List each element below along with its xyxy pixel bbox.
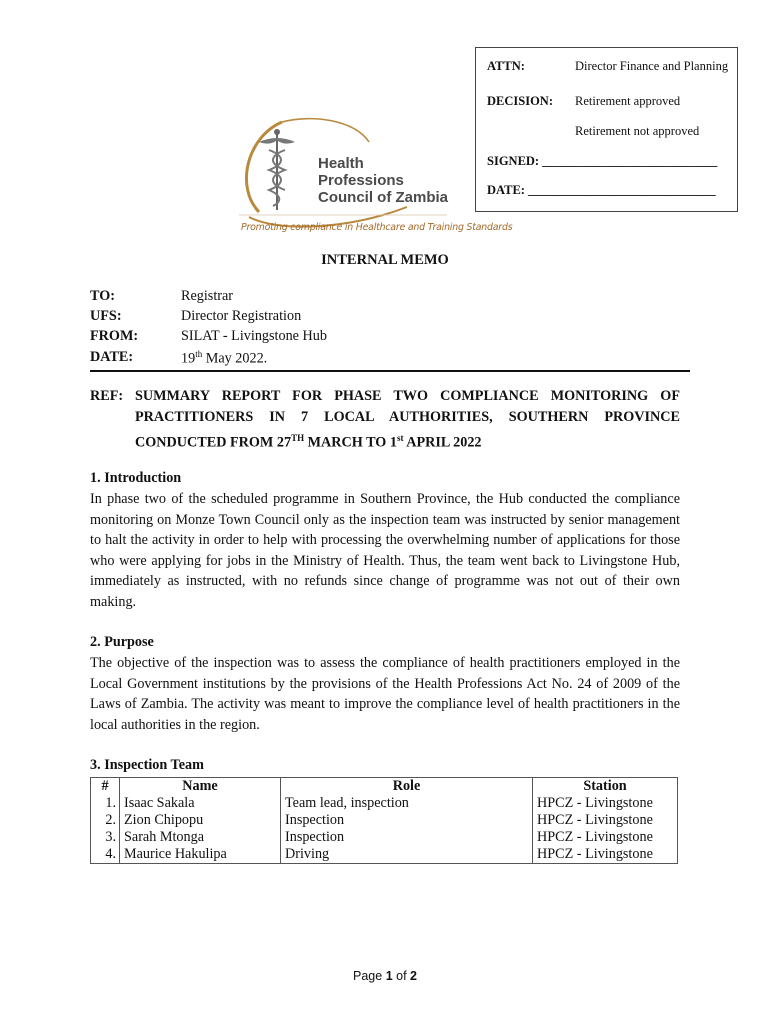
table-cell: Isaac Sakala — [120, 795, 281, 812]
memo-title: INTERNAL MEMO — [321, 252, 449, 268]
table-cell: Driving — [281, 846, 533, 864]
ref-label: REF: — [90, 388, 124, 404]
table-cell: 2. — [91, 812, 120, 829]
page-number: Page 1 of 2 — [353, 969, 417, 983]
table-cell: Maurice Hakulipa — [120, 846, 281, 864]
attn-value: Director Finance and Planning — [575, 59, 729, 73]
signed-field[interactable]: SIGNED: ____________________________ — [487, 154, 718, 168]
column-header: Role — [281, 778, 533, 796]
decision-option-approved[interactable]: Retirement approved — [575, 94, 681, 108]
logo-line-1: Health — [318, 155, 364, 172]
inspection-team-table — [90, 777, 678, 864]
table-cell: Inspection — [281, 812, 533, 829]
logo-line-2: Professions — [318, 172, 404, 189]
table-cell: Inspection — [281, 829, 533, 846]
table-cell: Team lead, inspection — [281, 795, 533, 812]
header-value: Registrar — [181, 288, 234, 304]
table-row — [91, 846, 678, 864]
column-header: # — [91, 778, 120, 796]
table-cell: 4. — [91, 846, 120, 864]
section-heading-purpose: 2. Purpose — [90, 634, 154, 650]
table-cell: Zion Chipopu — [120, 812, 281, 829]
decision-label: DECISION: — [487, 94, 553, 108]
table-cell: HPCZ - Livingstone — [533, 795, 678, 812]
header-key: DATE — [90, 349, 129, 365]
date-field[interactable]: DATE: ______________________________ — [487, 183, 716, 197]
decision-option-not-approved[interactable]: Retirement not approved — [575, 124, 700, 138]
attn-label: ATTN: — [487, 59, 525, 73]
section-body-purpose: The objective of the inspection was to assess the compliance of health practitioners employed in the Local Government institutions by the provisions of the Health Professions Act No. 24 of 2009 of the Laws of Zambia. The activity was meant to improve the compliance level of health practitioners in the local authorities in the region. — [90, 655, 680, 733]
column-header: Station — [533, 778, 678, 796]
section-heading-inspection-team: 3. Inspection Team — [90, 757, 204, 773]
approval-box — [475, 47, 738, 212]
section-heading-introduction: 1. Introduction — [90, 470, 182, 486]
logo-tagline: Promoting compliance in Healthcare and Training Standards — [241, 222, 513, 233]
table-cell: Sarah Mtonga — [120, 829, 281, 846]
table-row — [91, 829, 678, 846]
table-header-row — [91, 778, 678, 796]
section-body-introduction: In phase two of the scheduled programme in Southern Province, the Hub conducted the compliance monitoring on Monze Town Council only as the inspection team was instructed by senior management to halt the activity in order to help with processing the overwhelming number of applications for those who were applying for jobs in the Ministry of Health. Thus, the team went back to Livingstone Hub, immediately as instructed, with no refunds since change of programme was not out of their own making. — [90, 491, 680, 610]
table-cell: HPCZ - Livingstone — [533, 812, 678, 829]
table-cell: HPCZ - Livingstone — [533, 846, 678, 864]
table-cell: HPCZ - Livingstone — [533, 829, 678, 846]
ref-text: SUMMARY REPORT FOR PHASE TWO COMPLIANCE MONITORING OF PRACTITIONERS IN 7 LOCAL AUTHORITIES, SOUTHERN PROVINCE CONDUCTED FROM 27TH MARCH TO 1st APRIL 2022 — [135, 388, 680, 451]
logo-wordmark — [318, 155, 448, 206]
header-key: FROM — [90, 328, 134, 344]
table-row — [91, 795, 678, 812]
table-row — [91, 812, 678, 829]
table-cell: 3. — [91, 829, 120, 846]
header-value: Director Registration — [181, 308, 302, 324]
column-header: Name — [120, 778, 281, 796]
header-value: SILAT - Livingstone Hub — [181, 328, 327, 344]
header-key: UFS — [90, 308, 117, 324]
table-cell: 1. — [91, 795, 120, 812]
logo-line-3: Council of Zambia — [318, 189, 449, 206]
header-divider — [90, 370, 690, 372]
header-key: TO — [90, 288, 111, 304]
header-value: 19th May 2022. — [181, 349, 268, 367]
